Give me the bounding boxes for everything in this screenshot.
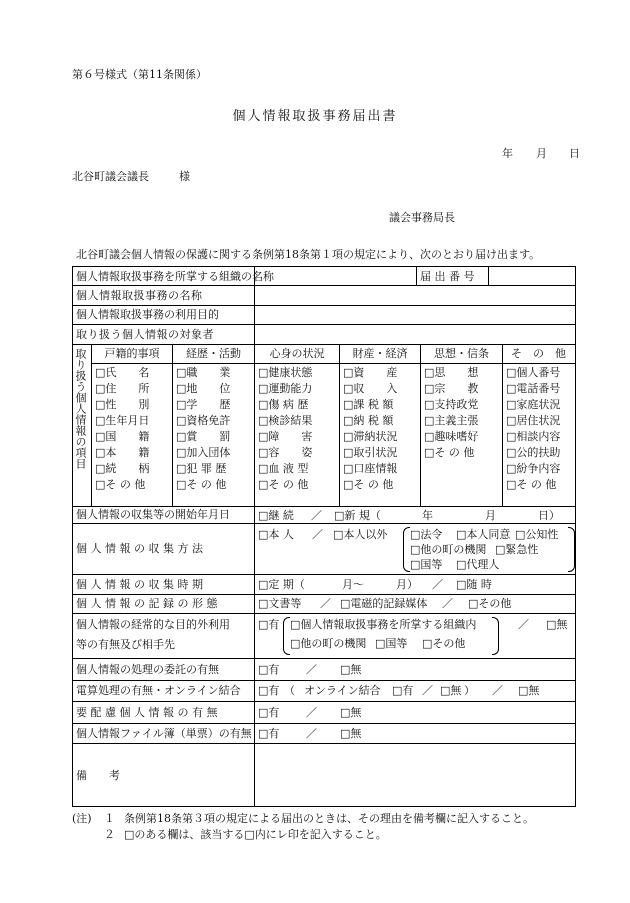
purpose-label: 個人情報取扱事務の利用目的 bbox=[76, 308, 219, 321]
affair-name-label: 個人情報取扱事務の名称 bbox=[76, 289, 203, 302]
category-items-health bbox=[258, 365, 322, 493]
external-bracket-right bbox=[492, 617, 499, 655]
intro-text: 北谷町議会個人情報の保護に関する条例第18条第１項の規定により、次のとおり届け出ます。 bbox=[76, 248, 541, 261]
checkbox-item[interactable]: □資格免許 bbox=[176, 414, 231, 427]
method-public-checkbox[interactable]: □公知性 bbox=[515, 528, 559, 541]
checkbox-item[interactable]: □そ の 他 bbox=[506, 478, 557, 491]
checkbox-item[interactable]: □滞納状況 bbox=[343, 430, 398, 443]
method-emergency-checkbox[interactable]: □緊急性 bbox=[495, 543, 539, 556]
sender: 議会事務局長 bbox=[389, 211, 455, 224]
external-yes-checkbox[interactable]: □有 bbox=[258, 618, 280, 631]
start-date-label: 個人情報の収集等の開始年月日 bbox=[76, 508, 230, 521]
timing-slash: ／ bbox=[432, 578, 443, 591]
computer-inner-slash: ／ bbox=[422, 684, 433, 697]
category-header-health: 心身の状況 bbox=[269, 347, 325, 360]
timing-month-to: 月） bbox=[396, 578, 418, 591]
remarks-field[interactable] bbox=[255, 744, 574, 805]
outsourcing-no-checkbox[interactable]: □無 bbox=[340, 663, 362, 676]
checkbox-item[interactable]: □そ の 他 bbox=[95, 478, 146, 491]
sensitive-label: 要 配 慮 個 人 情 報 の 有 無 bbox=[76, 705, 218, 719]
timing-month-from: 月～ bbox=[342, 578, 364, 591]
category-items-family bbox=[95, 365, 159, 493]
checkbox-item[interactable]: □賞 罰 bbox=[176, 430, 231, 443]
checkbox-item[interactable]: □検診結果 bbox=[258, 414, 313, 427]
computer-paren-open: （ bbox=[284, 684, 295, 697]
addressee-honorific: 様 bbox=[179, 170, 190, 183]
dept-field[interactable] bbox=[254, 266, 416, 286]
checkbox-item[interactable]: □そ の 他 bbox=[258, 478, 309, 491]
subjects-label: 取り扱う個人情報の対象者 bbox=[76, 327, 214, 341]
checkbox-item[interactable]: □趣味嗜好 bbox=[424, 430, 479, 443]
method-consent-checkbox[interactable]: □本人同意 bbox=[456, 528, 511, 541]
computer-slash: ／ bbox=[492, 684, 503, 697]
file-register-slash: ／ bbox=[306, 727, 317, 740]
external-other-checkbox[interactable]: □その他 bbox=[422, 637, 466, 650]
note-2-text: □のある欄は、該当する□内にレ印を記入すること。 bbox=[124, 828, 387, 841]
computer-online-yes-checkbox[interactable]: □有 bbox=[392, 684, 414, 697]
start-year: 年 bbox=[422, 509, 433, 522]
sensitive-yes-checkbox[interactable]: □有 bbox=[258, 706, 280, 719]
outsourcing-slash: ／ bbox=[306, 663, 317, 676]
checkbox-item[interactable]: □傷 病 歴 bbox=[258, 398, 309, 411]
file-register-yes-checkbox[interactable]: □有 bbox=[258, 727, 280, 740]
method-self-checkbox[interactable]: □本 人 bbox=[258, 528, 294, 541]
checkbox-item[interactable]: □健康状態 bbox=[258, 366, 313, 379]
checkbox-item[interactable]: □口座情報 bbox=[343, 462, 398, 475]
note-1-number: １ bbox=[104, 812, 115, 825]
checkbox-item[interactable]: □そ の 他 bbox=[176, 478, 227, 491]
checkbox-item[interactable]: □地 位 bbox=[176, 382, 231, 395]
category-items-career bbox=[176, 365, 240, 493]
external-use-label-1: 個人情報の経常的な目的外利用 bbox=[76, 618, 230, 631]
notification-form bbox=[72, 266, 575, 806]
collection-method-label: 個 人 情 報 の 収 集 方 法 bbox=[76, 542, 203, 555]
note-1-text: 条例第18条第３項の規定による届出のときは、その理由を備考欄に記入すること。 bbox=[124, 812, 534, 825]
dept-label: 個人情報取扱事務を所掌する組織の名称 bbox=[76, 269, 274, 283]
start-slash: ／ bbox=[311, 509, 322, 522]
computer-online-label: オンライン結合 bbox=[304, 684, 381, 697]
checkbox-item[interactable]: □相談内容 bbox=[506, 430, 561, 443]
addressee: 北谷町議会議長 bbox=[72, 170, 149, 183]
record-slash-2: ／ bbox=[442, 597, 453, 610]
remarks-label: 備 考 bbox=[76, 769, 120, 782]
checkbox-item[interactable]: □氏 名 bbox=[95, 366, 150, 379]
record-other-checkbox[interactable]: □その他 bbox=[468, 597, 512, 610]
affair-name-field[interactable] bbox=[254, 286, 574, 305]
record-form-label: 個 人 情 報 の 記 録 の 形 態 bbox=[76, 597, 218, 610]
record-paper-checkbox[interactable]: □文書等 bbox=[258, 597, 302, 610]
start-new-checkbox[interactable]: □新 規（ bbox=[334, 509, 381, 522]
checkbox-item[interactable]: □支持政党 bbox=[424, 398, 479, 411]
record-magnetic-checkbox[interactable]: □電磁的記録媒体 bbox=[340, 597, 428, 610]
checkbox-item[interactable]: □宗 教 bbox=[424, 382, 479, 395]
checkbox-item[interactable]: □紛争内容 bbox=[506, 462, 561, 475]
date-day: 日 bbox=[569, 147, 580, 160]
record-slash-1: ／ bbox=[320, 597, 331, 610]
checkbox-item[interactable]: □電話番号 bbox=[506, 382, 561, 395]
form-number: 第６号様式（第11条関係） bbox=[72, 68, 207, 81]
notification-number-label: 届 出 番 号 bbox=[420, 269, 475, 283]
external-no-checkbox[interactable]: □無 bbox=[546, 618, 568, 631]
start-continue-checkbox[interactable]: □継 続 bbox=[258, 509, 294, 522]
start-day: 日） bbox=[538, 509, 560, 522]
notes-prefix: (注) bbox=[72, 812, 92, 825]
computer-paren-close: ） bbox=[464, 684, 475, 697]
checkbox-item[interactable]: □犯 罪 歴 bbox=[176, 462, 227, 475]
external-slash: ／ bbox=[518, 618, 529, 631]
sensitive-no-checkbox[interactable]: □無 bbox=[340, 706, 362, 719]
checkbox-item[interactable]: □資 産 bbox=[343, 366, 398, 379]
external-internal-checkbox[interactable]: □個人情報取扱事務を所掌する組織内 bbox=[290, 618, 477, 631]
external-use-label-2: 等の有無及び相手先 bbox=[76, 638, 175, 651]
outsourcing-label: 個人情報の処理の委託の有無 bbox=[76, 662, 219, 676]
category-header-belief: 思想・信条 bbox=[434, 347, 489, 360]
method-slash: ／ bbox=[312, 528, 323, 541]
notification-number-field[interactable] bbox=[488, 266, 574, 286]
date-month: 月 bbox=[536, 147, 547, 160]
outsourcing-yes-checkbox[interactable]: □有 bbox=[258, 663, 280, 676]
checkbox-item[interactable]: □収 入 bbox=[343, 382, 398, 395]
method-state-checkbox[interactable]: □国等 bbox=[410, 558, 443, 571]
checkbox-item[interactable]: □容 姿 bbox=[258, 446, 313, 459]
checkbox-item[interactable]: □続 柄 bbox=[95, 462, 150, 475]
checkbox-item[interactable]: □国 籍 bbox=[95, 430, 150, 443]
checkbox-item[interactable]: □運動能力 bbox=[258, 382, 313, 395]
category-header-other: そ の 他 bbox=[511, 347, 566, 360]
checkbox-item[interactable]: □課 税 額 bbox=[343, 398, 394, 411]
checkbox-item[interactable]: □思 想 bbox=[424, 366, 479, 379]
checkbox-item[interactable]: □職 業 bbox=[176, 366, 231, 379]
method-bracket-right bbox=[568, 527, 575, 572]
external-other-town-checkbox[interactable]: □他の町の機関 bbox=[290, 637, 367, 650]
subjects-field[interactable] bbox=[254, 324, 574, 344]
category-items-finance bbox=[343, 365, 407, 493]
checkbox-item[interactable]: □そ の 他 bbox=[424, 446, 475, 459]
timing-anytime-checkbox[interactable]: □随 時 bbox=[456, 578, 492, 591]
method-bracket-left bbox=[403, 527, 410, 572]
checkbox-item[interactable]: □性 別 bbox=[95, 398, 150, 411]
document-title: 個人情報取扱事務届出書 bbox=[232, 109, 398, 124]
start-month: 月 bbox=[485, 509, 496, 522]
date-year: 年 bbox=[502, 147, 513, 160]
purpose-field[interactable] bbox=[254, 305, 574, 324]
method-other-town-checkbox[interactable]: □他の町の機関 bbox=[410, 543, 487, 556]
external-state-checkbox[interactable]: □国等 bbox=[375, 637, 408, 650]
checkbox-item[interactable]: □個人番号 bbox=[506, 366, 561, 379]
timing-periodic-checkbox[interactable]: □定 期（ bbox=[258, 578, 305, 591]
computer-online-no-checkbox[interactable]: □無 bbox=[440, 684, 462, 697]
checkbox-item[interactable]: □主義主張 bbox=[424, 414, 479, 427]
file-register-label: 個人情報ファイル簿（単票）の有無 bbox=[76, 726, 252, 740]
checkbox-item[interactable]: □住 所 bbox=[95, 382, 150, 395]
computer-no-checkbox[interactable]: □無 bbox=[518, 684, 540, 697]
checkbox-item[interactable]: □学 歴 bbox=[176, 398, 231, 411]
category-items-belief bbox=[424, 365, 488, 461]
external-bracket-left bbox=[283, 617, 290, 655]
checkbox-item[interactable]: □納 税 額 bbox=[343, 414, 394, 427]
checkbox-item[interactable]: □本 籍 bbox=[95, 446, 150, 459]
computer-label: 電算処理の有無・オンライン結合 bbox=[76, 684, 241, 697]
items-label: 取り扱う個人情報の項目 bbox=[74, 348, 87, 469]
checkbox-item[interactable]: □家庭状況 bbox=[506, 398, 561, 411]
method-law-checkbox[interactable]: □法令 bbox=[410, 528, 443, 541]
file-register-no-checkbox[interactable]: □無 bbox=[340, 727, 362, 740]
category-header-career: 経歴・活動 bbox=[186, 347, 241, 360]
method-other-checkbox[interactable]: □本人以外 bbox=[333, 528, 388, 541]
checkbox-item[interactable]: □そ の 他 bbox=[343, 478, 394, 491]
checkbox-item[interactable]: □血 液 型 bbox=[258, 462, 309, 475]
computer-yes-checkbox[interactable]: □有 bbox=[258, 684, 280, 697]
checkbox-item[interactable]: □障 害 bbox=[258, 430, 313, 443]
checkbox-item[interactable]: □加入団体 bbox=[176, 446, 231, 459]
category-items-other bbox=[506, 365, 570, 493]
checkbox-item[interactable]: □居住状況 bbox=[506, 414, 561, 427]
collection-timing-label: 個 人 情 報 の 収 集 時 期 bbox=[76, 577, 203, 591]
note-2-number: ２ bbox=[104, 828, 115, 841]
checkbox-item[interactable]: □取引状況 bbox=[343, 446, 398, 459]
checkbox-item[interactable]: □公的扶助 bbox=[506, 446, 561, 459]
method-agent-checkbox[interactable]: □代理人 bbox=[456, 558, 500, 571]
sensitive-slash: ／ bbox=[306, 706, 317, 719]
category-header-finance: 財産・経済 bbox=[352, 347, 408, 360]
checkbox-item[interactable]: □生年月日 bbox=[95, 414, 150, 427]
category-header-family: 戸籍的事項 bbox=[104, 347, 160, 360]
